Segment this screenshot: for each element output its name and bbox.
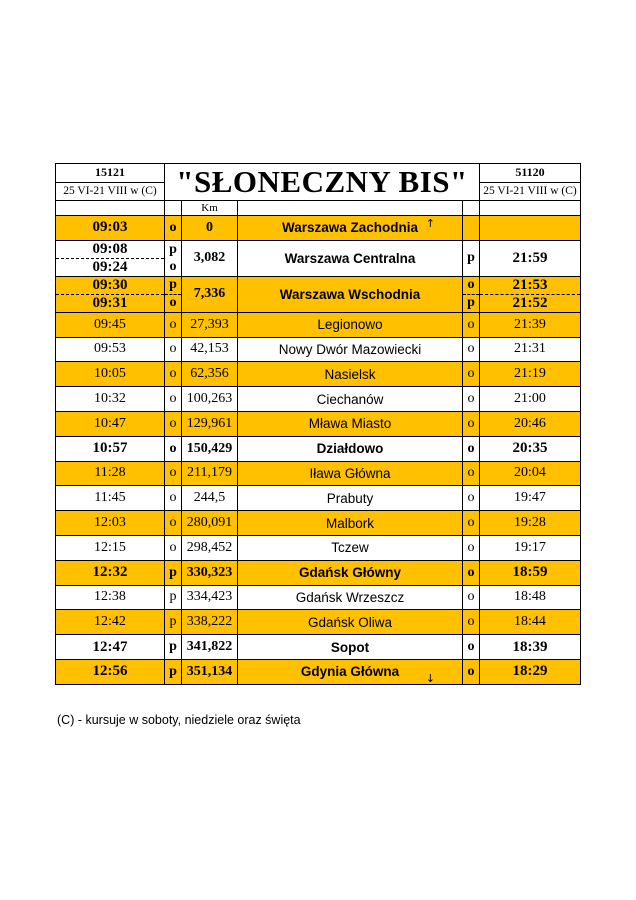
distance-km: 27,393 <box>182 312 238 337</box>
departure-time: 11:45 <box>56 486 165 511</box>
table-row <box>56 585 581 610</box>
km-column-header: Km <box>182 201 238 216</box>
table-row <box>56 610 581 635</box>
station-name <box>238 216 463 241</box>
distance-km: 298,452 <box>182 535 238 560</box>
distance-km: 338,222 <box>182 610 238 635</box>
station-label: Gdynia Główna <box>300 664 400 680</box>
stop-flag: o <box>165 511 182 536</box>
stop-flags-return <box>463 276 480 312</box>
stop-flag-return: o <box>463 659 480 684</box>
departure-time: 12:42 <box>56 610 165 635</box>
station-name: Działdowo <box>238 436 463 461</box>
table-row <box>56 659 581 684</box>
stop-flag: p <box>467 295 475 311</box>
station-name: Iława Główna <box>238 461 463 486</box>
distance-km: 330,323 <box>182 560 238 585</box>
empty-cell <box>238 201 463 216</box>
arrival-time: 09:08 <box>56 241 164 259</box>
table-row <box>56 240 581 276</box>
return-time: 18:48 <box>480 585 581 610</box>
station-name: Warszawa Centralna <box>238 240 463 276</box>
stop-flag: p <box>165 659 182 684</box>
stop-flag: o <box>165 411 182 436</box>
distance-km: 7,336 <box>182 276 238 312</box>
table-row <box>56 436 581 461</box>
empty-cell <box>463 201 480 216</box>
distance-km: 244,5 <box>182 486 238 511</box>
distance-km: 3,082 <box>182 240 238 276</box>
stop-flag-return: o <box>463 560 480 585</box>
stop-flag: o <box>165 216 182 241</box>
table-row <box>56 535 581 560</box>
station-name: Sopot <box>238 635 463 660</box>
stop-flag: o <box>463 277 479 295</box>
right-validity-period: 25 VI-21 VIII w (C) <box>480 182 581 201</box>
stop-flag: p <box>165 560 182 585</box>
return-time: 18:44 <box>480 610 581 635</box>
arrival-departure-times <box>56 276 165 312</box>
departure-time: 12:15 <box>56 535 165 560</box>
return-time: 19:28 <box>480 511 581 536</box>
empty-cell <box>480 201 581 216</box>
train-name-title: "SŁONECZNY BIS" <box>165 164 480 201</box>
arrow-down-icon: ↓ <box>425 671 435 685</box>
distance-km: 351,134 <box>182 659 238 684</box>
return-time: 21:19 <box>480 362 581 387</box>
table-row <box>56 362 581 387</box>
station-name: Malbork <box>238 511 463 536</box>
table-row <box>56 560 581 585</box>
table-row <box>56 461 581 486</box>
arrival-time: 09:30 <box>56 277 164 295</box>
stop-flag-return: o <box>463 461 480 486</box>
table-row <box>56 511 581 536</box>
stop-flag-return: o <box>463 312 480 337</box>
table-row <box>56 216 581 241</box>
station-name: Legionowo <box>238 312 463 337</box>
return-time: 21:31 <box>480 337 581 362</box>
table-row <box>56 635 581 660</box>
stop-flag-return: o <box>463 610 480 635</box>
stop-flag: o <box>165 312 182 337</box>
stop-flag-return <box>463 216 480 241</box>
return-time <box>480 216 581 241</box>
return-time: 18:59 <box>480 560 581 585</box>
departure-time: 09:31 <box>92 294 128 311</box>
return-arrival-time: 21:53 <box>480 277 580 295</box>
stop-flags <box>165 276 182 312</box>
station-name: Ciechanów <box>238 387 463 412</box>
return-time: 20:46 <box>480 411 581 436</box>
distance-km: 0 <box>182 216 238 241</box>
stop-flag: o <box>165 535 182 560</box>
return-time: 20:04 <box>480 461 581 486</box>
arrival-departure-times <box>56 240 165 276</box>
return-departure-time: 21:52 <box>512 294 548 311</box>
return-times <box>480 276 581 312</box>
table-row <box>56 411 581 436</box>
stop-flag: o <box>165 436 182 461</box>
stop-flag-return: o <box>463 535 480 560</box>
stop-flag: o <box>165 337 182 362</box>
stop-flag-return: o <box>463 337 480 362</box>
station-name: Nowy Dwór Mazowiecki <box>238 337 463 362</box>
stop-flag: p <box>165 277 181 295</box>
right-train-number: 51120 <box>480 164 581 183</box>
stop-flag: o <box>165 461 182 486</box>
stop-flag: p <box>165 635 182 660</box>
departure-time: 10:57 <box>56 436 165 461</box>
stop-flag-return: o <box>463 436 480 461</box>
stop-flag: p <box>169 241 177 257</box>
return-time: 21:59 <box>480 240 581 276</box>
station-name: Warszawa Wschodnia <box>238 276 463 312</box>
distance-km: 62,356 <box>182 362 238 387</box>
return-time: 20:35 <box>480 436 581 461</box>
departure-time: 09:24 <box>92 258 128 275</box>
table-row <box>56 337 581 362</box>
stop-flag: o <box>165 362 182 387</box>
distance-km: 42,153 <box>182 337 238 362</box>
return-time: 21:39 <box>480 312 581 337</box>
departure-time: 12:47 <box>56 635 165 660</box>
distance-km: 211,179 <box>182 461 238 486</box>
left-train-number: 15121 <box>56 164 165 183</box>
station-name: Gdańsk Oliwa <box>238 610 463 635</box>
stop-flag-return: p <box>463 240 480 276</box>
departure-time: 12:32 <box>56 560 165 585</box>
departure-time: 12:56 <box>56 659 165 684</box>
departure-time: 09:03 <box>56 216 165 241</box>
empty-cell <box>165 201 182 216</box>
table-row <box>56 387 581 412</box>
stop-flag-return: o <box>463 387 480 412</box>
stop-flag-return: o <box>463 362 480 387</box>
departure-time: 10:32 <box>56 387 165 412</box>
stop-flag-return: o <box>463 635 480 660</box>
return-time: 18:29 <box>480 659 581 684</box>
stop-flag: p <box>165 610 182 635</box>
empty-cell <box>56 201 165 216</box>
station-label: Warszawa Zachodnia <box>281 220 419 236</box>
table-row <box>56 312 581 337</box>
distance-km: 100,263 <box>182 387 238 412</box>
stop-flag: p <box>165 585 182 610</box>
station-name: Gdańsk Wrzeszcz <box>238 585 463 610</box>
station-name <box>238 659 463 684</box>
departure-time: 10:47 <box>56 411 165 436</box>
footnote: (C) - kursuje w soboty, niedziele oraz święta <box>57 713 301 727</box>
left-validity-period: 25 VI-21 VIII w (C) <box>56 182 165 201</box>
distance-km: 341,822 <box>182 635 238 660</box>
stop-flag: o <box>169 259 177 275</box>
table-row <box>56 486 581 511</box>
return-time: 19:17 <box>480 535 581 560</box>
return-time: 21:00 <box>480 387 581 412</box>
station-name: Tczew <box>238 535 463 560</box>
departure-time: 12:38 <box>56 585 165 610</box>
station-name: Prabuty <box>238 486 463 511</box>
departure-time: 12:03 <box>56 511 165 536</box>
departure-time: 09:45 <box>56 312 165 337</box>
stop-flag-return: o <box>463 411 480 436</box>
distance-km: 280,091 <box>182 511 238 536</box>
departure-time: 10:05 <box>56 362 165 387</box>
stop-flag-return: o <box>463 486 480 511</box>
stop-flag: o <box>165 387 182 412</box>
stop-flag-return: o <box>463 585 480 610</box>
arrow-up-icon: ↑ <box>425 217 435 230</box>
departure-time: 11:28 <box>56 461 165 486</box>
header-row-3 <box>56 201 581 216</box>
return-time: 19:47 <box>480 486 581 511</box>
stop-flag-return: o <box>463 511 480 536</box>
table-row <box>56 276 581 312</box>
return-time: 18:39 <box>480 635 581 660</box>
station-name: Mława Miasto <box>238 411 463 436</box>
station-name: Gdańsk Główny <box>238 560 463 585</box>
distance-km: 129,961 <box>182 411 238 436</box>
distance-km: 150,429 <box>182 436 238 461</box>
stop-flag: o <box>169 295 177 311</box>
stop-flag: o <box>165 486 182 511</box>
departure-time: 09:53 <box>56 337 165 362</box>
timetable <box>55 163 581 685</box>
header-row-1 <box>56 164 581 183</box>
distance-km: 334,423 <box>182 585 238 610</box>
station-name: Nasielsk <box>238 362 463 387</box>
stop-flags <box>165 240 182 276</box>
